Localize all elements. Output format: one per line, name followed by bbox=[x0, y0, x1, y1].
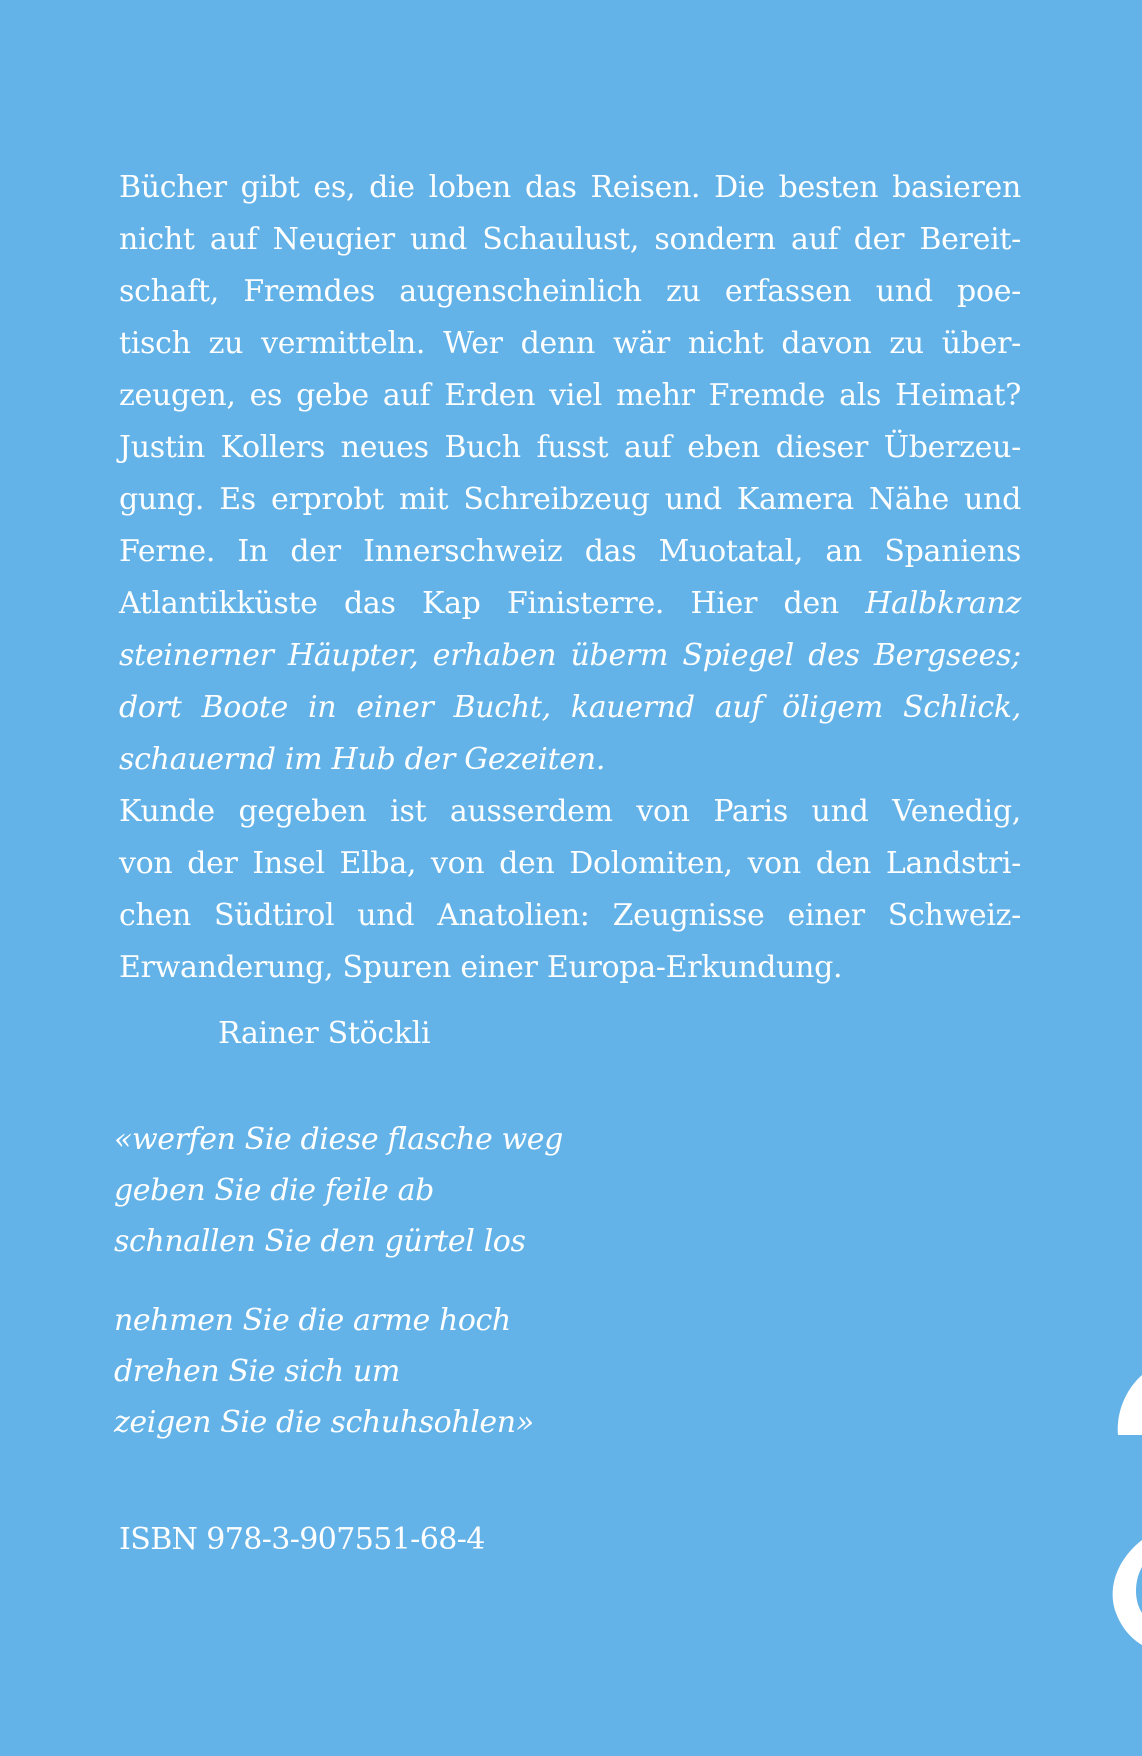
poem-line: «werfen Sie diese flasche weg bbox=[114, 1122, 563, 1157]
poem-stanza-1 bbox=[114, 1114, 734, 1267]
blurb-line: tisch zu vermitteln. Wer denn wär nicht davon zu über- bbox=[119, 326, 1021, 361]
blurb-line: Kunde gegeben ist ausserdem von Paris und Venedig, bbox=[119, 794, 1021, 829]
poem-line: drehen Sie sich um bbox=[114, 1354, 400, 1389]
blurb-line-italic: Halbkranz bbox=[865, 586, 1021, 621]
poem-line: geben Sie die feile ab bbox=[114, 1173, 434, 1208]
blurb-line: von der Insel Elba, von den Dolomiten, von den Landstri- bbox=[119, 846, 1021, 881]
blurb-line: nicht auf Neugier und Schaulust, sondern auf der Bereit- bbox=[119, 222, 1021, 257]
blurb-line: chen Südtirol und Anatolien: Zeugnisse einer Schweiz- bbox=[119, 898, 1021, 933]
blurb-text bbox=[119, 162, 1021, 994]
blurb-line-roman: Atlantikküste das Kap Finisterre. Hier den bbox=[119, 586, 839, 621]
blurb-line-mixed bbox=[119, 578, 1021, 630]
blurb-author: Rainer Stöckli bbox=[218, 1016, 431, 1051]
blurb-line: gung. Es erprobt mit Schreibzeug und Kamera Nähe und bbox=[119, 482, 1021, 517]
blurb-line: Bücher gibt es, die loben das Reisen. Die besten basieren bbox=[119, 170, 1021, 205]
blurb-line-italic: schauernd im Hub der Gezeiten. bbox=[119, 742, 606, 777]
poem-line: schnallen Sie den gürtel los bbox=[114, 1224, 526, 1259]
blurb-line-italic: steinerner Häupter, erhaben überm Spiegel des Bergsees; bbox=[119, 638, 1021, 673]
blurb-line: Ferne. In der Innerschweiz das Muotatal, an Spaniens bbox=[119, 534, 1021, 569]
poem-line: nehmen Sie die arme hoch bbox=[114, 1303, 511, 1338]
isbn-number: ISBN 978-3-907551-68-4 bbox=[119, 1522, 485, 1557]
blurb-line: schaft, Fremdes augenscheinlich zu erfassen und poe- bbox=[119, 274, 1021, 309]
blurb-line: Erwanderung, Spuren einer Europa-Erkundung. bbox=[119, 950, 843, 985]
blurb-line: Justin Kollers neues Buch fusst auf eben dieser Überzeu- bbox=[119, 430, 1021, 465]
poem-line: zeigen Sie die schuhsohlen» bbox=[114, 1405, 534, 1440]
publisher-logo-mark-icon bbox=[1082, 1375, 1142, 1645]
blurb-line: zeugen, es gebe auf Erden viel mehr Fremde als Heimat? bbox=[119, 378, 1021, 413]
poem-stanza-2 bbox=[114, 1295, 734, 1448]
blurb-line-italic: dort Boote in einer Bucht, kauernd auf öligem Schlick, bbox=[119, 690, 1021, 725]
